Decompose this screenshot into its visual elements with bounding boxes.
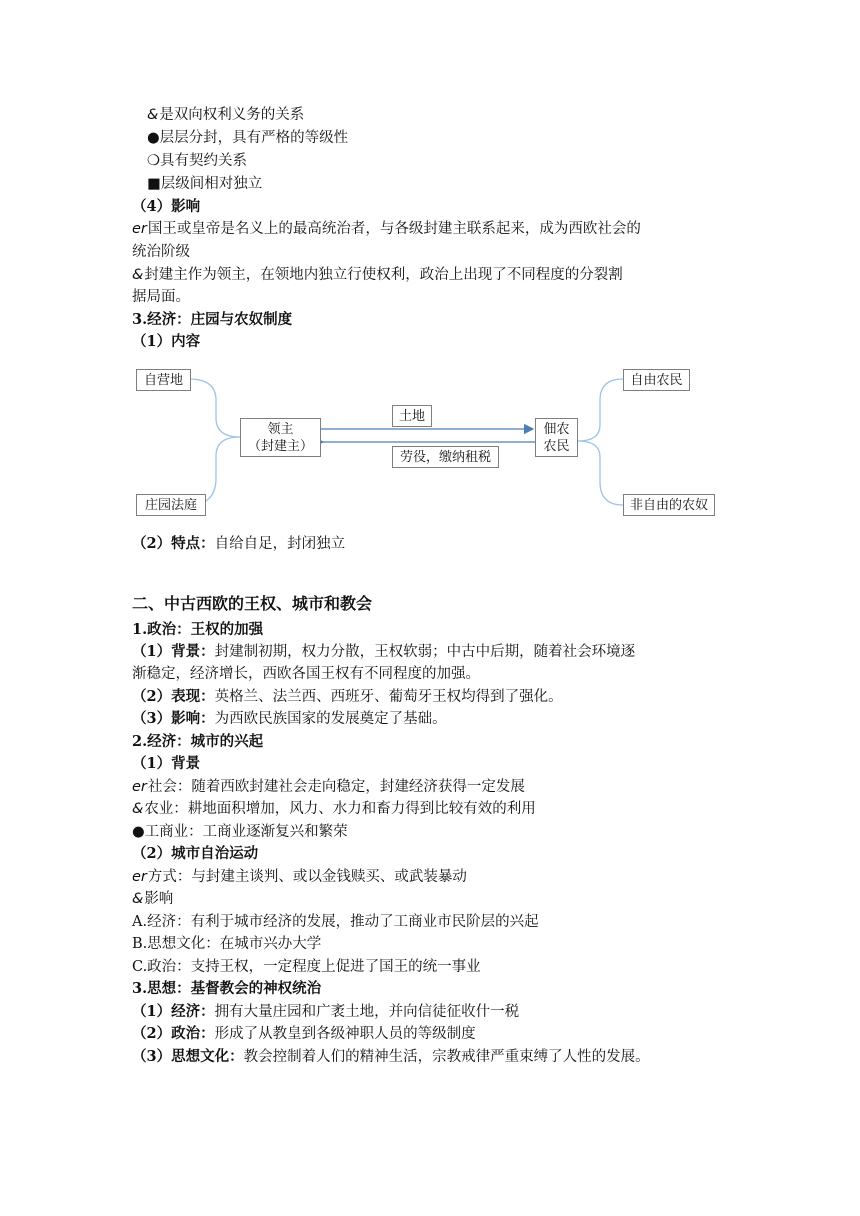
ampersand-symbol: & [132,891,144,907]
text-line [132,686,563,708]
tenant-label: 佃农 [543,421,570,437]
line-head: （1）经济： [132,1003,215,1020]
line-head: （3）思想文化： [132,1048,244,1065]
ampersand-symbol: & [147,107,159,123]
line-text: 影响 [144,891,174,907]
section-heading: 3.经济：庄园与农奴制度 [132,311,293,328]
left-bracket [189,379,240,505]
text-line: B.思想文化：在城市兴办大学 [132,936,322,952]
lord-label: 领主 [267,421,294,437]
right-bracket [578,379,623,505]
line-head: （2）表现： [132,688,215,705]
line-text: 社会：随着西欧封建社会走向稳定，封建经济获得一定发展 [147,779,525,795]
text-line: A.经济：有利于城市经济的发展，推动了工商业市民阶层的兴起 [132,914,539,930]
section-heading: （4）影响 [132,198,201,215]
text-line [132,708,447,730]
ampersand-symbol: & [132,801,144,817]
line-text: 国王或皇帝是名义上的最高统治者，与各级封建主联系起来，成为西欧社会的 [147,221,641,237]
labor-label-box: 劳役，缴纳租税 [392,446,499,468]
line-head: （3）影响： [132,710,215,727]
demesne-box: 自营地 [136,369,191,391]
section-heading: 2.经济：城市的兴起 [132,733,264,750]
chapter-heading: 二、中古西欧的王权、城市和教会 [132,594,373,613]
line-text: 英格兰、法兰西、西班牙、葡萄牙王权均得到了强化。 [214,689,563,705]
line-text: 为西欧民族国家的发展奠定了基础。 [214,711,447,727]
section-heading: （1）内容 [132,333,201,350]
line-text: 层级间相对独立 [160,176,263,192]
text-line [132,798,536,820]
line-head: （2）特点： [132,535,215,552]
line-head: （2）政治： [132,1025,215,1042]
line-text: 教会控制着人们的精神生活，宗教戒律严重束缚了人性的发展。 [243,1049,650,1065]
text-line [132,1046,650,1068]
land-label-box: 土地 [392,405,432,427]
section-heading: 1.政治：王权的加强 [132,621,264,638]
circle-bullet-icon: ❍ [147,153,160,169]
bullet-icon: ● [132,824,145,840]
lord-box [240,418,321,457]
line-text: 层层分封，具有严格的等级性 [159,130,349,146]
line-text: 形成了从教皇到各级神职人员的等级制度 [214,1026,476,1042]
line-text: 封建主作为领主，在领地内独立行使权利，政治上出现了不同程度的分裂割 [144,267,623,283]
text-line [132,641,635,663]
square-bullet-icon: ■ [147,176,161,192]
er-symbol: er [132,869,147,885]
text-line [132,1001,519,1023]
er-symbol: er [132,221,147,237]
line-text: 是双向权利义务的关系 [159,107,305,123]
text-line: 渐稳定，经济增长，西欧各国王权有不同程度的加强。 [132,666,480,682]
text-line [132,533,345,555]
section-heading: （1）背景 [132,755,201,772]
text-line [132,821,348,843]
bullet-icon: ● [147,130,160,146]
er-symbol: er [132,779,147,795]
line-text: 封建制初期，权力分散，王权软弱；中古中后期，随着社会环境逐 [214,644,636,660]
text-line [132,1023,476,1045]
free-peasant-box: 自由农民 [623,369,690,391]
line-head: （1）背景： [132,643,215,660]
text-line: 据局面。 [132,289,190,305]
text-line [132,776,525,798]
text-line [132,888,173,910]
manor-court-box: 庄园法庭 [136,494,206,516]
lord-sublabel: （封建主） [247,438,313,454]
line-text: 拥有大量庄园和广袤土地，并向信徒征收什一税 [214,1004,520,1020]
serf-box: 非自由的农奴 [623,494,715,516]
line-text: 具有契约关系 [160,153,247,169]
section-heading: （2）城市自治运动 [132,845,259,862]
text-line: C.政治：支持王权，一定程度上促进了国王的统一事业 [132,959,481,975]
line-text: 工商业：工商业逐渐复兴和繁荣 [144,824,348,840]
ampersand-symbol: & [132,267,144,283]
line-text: 方式：与封建主谈判、或以金钱赎买、或武装暴动 [147,869,467,885]
text-line: 统治阶级 [132,244,190,260]
line-text: 自给自足，封闭独立 [214,536,346,552]
tenant-sublabel: 农民 [543,438,570,454]
tenant-box [535,418,578,457]
section-heading: 3.思想：基督教会的神权统治 [132,980,322,997]
line-text: 农业：耕地面积增加，风力、水力和畜力得到比较有效的利用 [144,801,536,817]
text-line [132,866,467,888]
